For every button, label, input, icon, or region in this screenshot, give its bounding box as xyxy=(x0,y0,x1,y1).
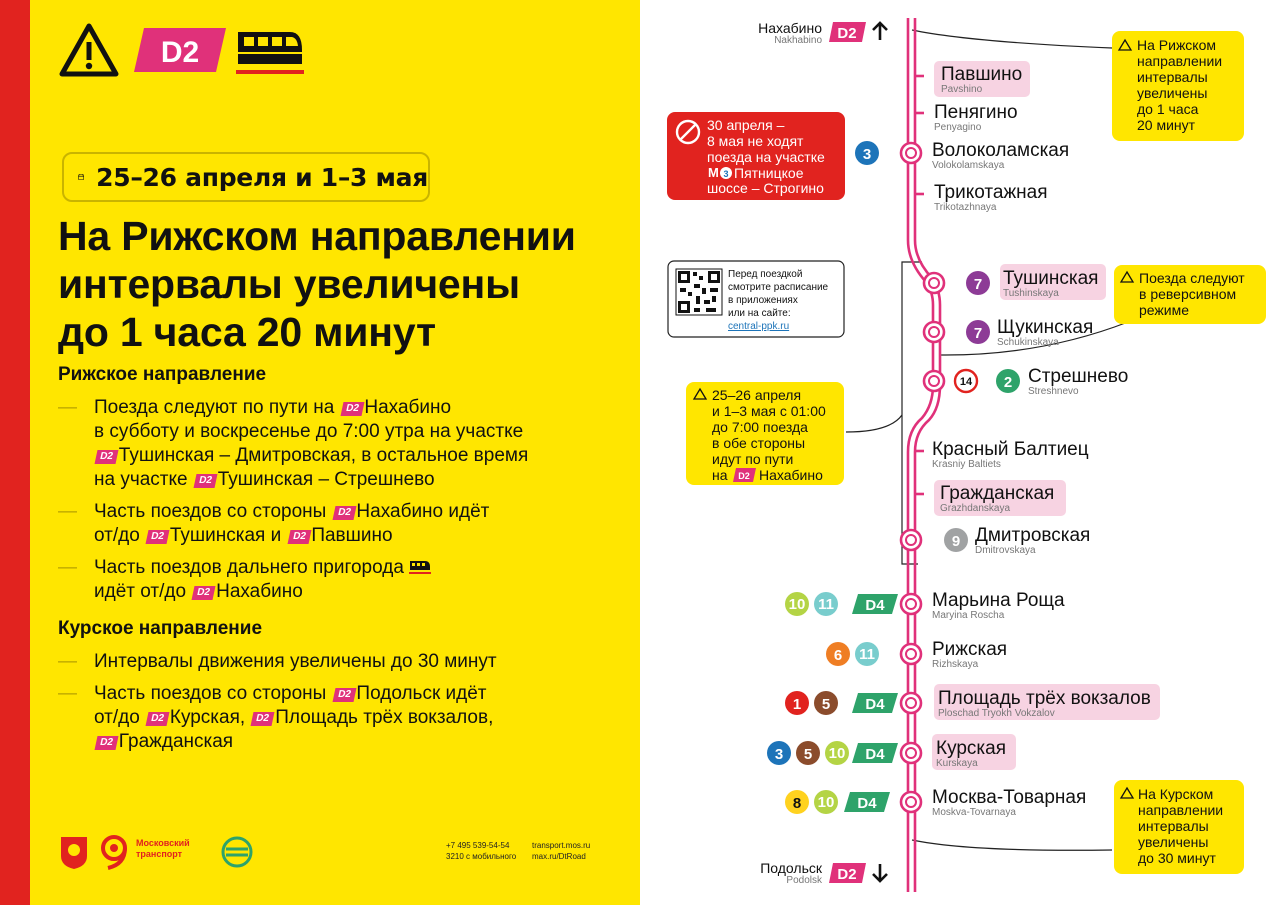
svg-text:7: 7 xyxy=(973,276,983,293)
svg-text:8: 8 xyxy=(792,795,802,812)
d2-badge: D2 xyxy=(192,586,216,600)
svg-text:На Рижском: На Рижском xyxy=(1137,37,1217,53)
svg-text:направлении: направлении xyxy=(1138,802,1224,818)
section-title-rizhskoe: Рижское направление xyxy=(58,364,267,385)
svg-text:Dmitrovskaya: Dmitrovskaya xyxy=(975,545,1036,556)
d2-badge: D2 xyxy=(146,712,170,726)
svg-text:Перед поездкой: Перед поездкой xyxy=(728,269,803,280)
station-krasniy-baltiets[interactable] xyxy=(915,439,1089,470)
svg-text:до 1 часа: до 1 часа xyxy=(1137,101,1199,117)
svg-text:Москва-Товарная: Москва-Товарная xyxy=(932,787,1087,808)
svg-text:8 мая не ходят: 8 мая не ходят xyxy=(707,133,804,149)
station-maryina-roscha[interactable] xyxy=(785,590,1065,621)
svg-text:Schukinskaya: Schukinskaya xyxy=(997,337,1059,348)
phone-info: +7 495 539-54-54 3210 с мобильного xyxy=(446,841,517,861)
svg-text:Tushinskaya: Tushinskaya xyxy=(1003,288,1059,299)
svg-text:Подольск: Подольск xyxy=(760,860,822,876)
svg-text:Trikotazhnaya: Trikotazhnaya xyxy=(934,202,997,213)
kurskoe-list xyxy=(58,650,628,762)
brand-name: Московский транспорт xyxy=(136,838,190,859)
station-penyagino[interactable] xyxy=(915,102,1018,133)
svg-text:На Курском: На Курском xyxy=(1138,786,1214,802)
date-text: 25–26 апреля и 1–3 мая xyxy=(96,162,428,192)
svg-text:D2: D2 xyxy=(160,36,200,69)
svg-text:направлении: направлении xyxy=(1137,53,1223,69)
station-moskva-tovarnaya[interactable] xyxy=(785,787,1086,818)
svg-text:и 1–3 мая с 01:00: и 1–3 мая с 01:00 xyxy=(712,403,826,419)
note-kurskoe-intervals xyxy=(1114,780,1244,874)
svg-text:до 30 минут: до 30 минут xyxy=(1138,850,1216,866)
d2-line-logo xyxy=(134,28,226,72)
d2-badge: D2 xyxy=(287,530,311,544)
svg-text:9: 9 xyxy=(951,533,961,550)
svg-text:10: 10 xyxy=(828,745,846,762)
svg-text:Moskva-Tovarnaya: Moskva-Tovarnaya xyxy=(932,807,1016,818)
svg-text:5: 5 xyxy=(803,746,813,763)
list-item: — Интервалы движения увеличены до 30 минут xyxy=(58,650,628,674)
train-icon xyxy=(236,28,304,76)
title-line-3: до 1 часа 20 минут xyxy=(58,309,436,355)
d2-badge: D2 xyxy=(193,474,217,488)
svg-text:Volokolamskaya: Volokolamskaya xyxy=(932,160,1005,171)
svg-text:Нахабино: Нахабино xyxy=(759,467,823,483)
svg-text:Курская: Курская xyxy=(936,738,1007,759)
svg-text:30 апреля –: 30 апреля – xyxy=(707,117,785,133)
title-line-1: На Рижском направлении xyxy=(58,213,576,259)
svg-text:поезда на участке: поезда на участке xyxy=(707,149,825,165)
station-kurskaya[interactable] xyxy=(767,734,1016,770)
calendar-icon xyxy=(78,163,84,191)
title-line-2: интервалы увеличены xyxy=(58,261,520,307)
metro-icon: M xyxy=(708,165,719,180)
road-link[interactable]: max.ru/DtRoad xyxy=(532,852,586,861)
d2-badge: D2 xyxy=(332,506,356,520)
svg-text:Щукинская: Щукинская xyxy=(997,317,1094,338)
svg-text:6: 6 xyxy=(833,647,843,664)
d2-badge: D2 xyxy=(251,712,275,726)
svg-text:7: 7 xyxy=(973,325,983,342)
date-badge xyxy=(62,152,430,202)
svg-text:Рижская: Рижская xyxy=(932,639,1008,660)
svg-text:Гражданская: Гражданская xyxy=(940,483,1055,504)
schedule-link: central-ppk.ru xyxy=(728,321,790,332)
station-pavshino[interactable] xyxy=(915,61,1030,97)
svg-text:Maryina Roscha: Maryina Roscha xyxy=(932,610,1005,621)
svg-text:Krasniy Baltiets: Krasniy Baltiets xyxy=(932,459,1001,470)
note-night-routing xyxy=(686,382,844,485)
terminal-top xyxy=(758,20,887,46)
footer xyxy=(58,830,618,880)
terminal-bottom xyxy=(760,860,887,886)
station-schukinskaya[interactable] xyxy=(924,317,1093,348)
svg-text:10: 10 xyxy=(788,596,806,613)
station-volokolamskaya[interactable] xyxy=(855,140,1069,171)
d2-badge: D2 xyxy=(146,530,170,544)
station-tushinskaya[interactable] xyxy=(924,264,1106,300)
svg-text:интервалы: интервалы xyxy=(1138,818,1209,834)
svg-text:Penyagino: Penyagino xyxy=(934,122,982,133)
svg-text:режиме: режиме xyxy=(1139,302,1190,318)
svg-text:Pavshino: Pavshino xyxy=(941,84,983,95)
arrow-down-icon xyxy=(873,864,887,881)
svg-text:до 7:00 поезда: до 7:00 поезда xyxy=(712,419,808,435)
svg-text:в обе стороны: в обе стороны xyxy=(712,435,806,451)
svg-text:интервалы: интервалы xyxy=(1137,69,1208,85)
station-ploschad-tryokh-vokzalov[interactable] xyxy=(785,684,1160,720)
svg-text:3: 3 xyxy=(723,169,729,179)
station-dmitrovskaya[interactable] xyxy=(901,525,1090,556)
svg-text:D4: D4 xyxy=(857,795,877,812)
svg-text:Площадь трёх вокзалов: Площадь трёх вокзалов xyxy=(938,688,1151,709)
station-trikotazhnaya[interactable] xyxy=(915,182,1048,213)
svg-text:шоссе – Строгино: шоссе – Строгино xyxy=(707,180,824,196)
svg-text:25–26 апреля: 25–26 апреля xyxy=(712,387,802,403)
list-item: — Поезда следуют по пути на D2 Нахабино в субботу и воскресенье до 7:00 утра на участке D2 Тушинская – Дмитровская, в остальное время на участке D2 Тушинская – Стрешнево xyxy=(58,396,628,492)
note-schedule-qr[interactable] xyxy=(668,261,844,337)
svg-text:10: 10 xyxy=(817,794,835,811)
svg-text:D4: D4 xyxy=(865,746,885,763)
svg-text:20 минут: 20 минут xyxy=(1137,117,1196,133)
svg-text:D2: D2 xyxy=(738,471,750,481)
svg-text:увеличены: увеличены xyxy=(1138,834,1209,850)
moscow-transport-logo-icon xyxy=(98,834,132,870)
svg-text:2: 2 xyxy=(1003,374,1013,391)
note-closure xyxy=(667,112,845,200)
svg-text:Kurskaya: Kurskaya xyxy=(936,758,978,769)
svg-text:11: 11 xyxy=(818,596,834,613)
svg-text:Grazhdanskaya: Grazhdanskaya xyxy=(940,503,1011,514)
svg-text:Ploschad Tryokh Vokzalov: Ploschad Tryokh Vokzalov xyxy=(938,708,1055,719)
section-title-kurskoe: Курское направление xyxy=(58,618,263,639)
svg-text:Стрешнево: Стрешнево xyxy=(1028,366,1129,387)
red-edge-strip xyxy=(0,0,30,905)
svg-text:Дмитровская: Дмитровская xyxy=(975,525,1091,546)
svg-text:Трикотажная: Трикотажная xyxy=(934,182,1048,203)
svg-text:Rizhskaya: Rizhskaya xyxy=(932,659,979,670)
svg-text:увеличены: увеличены xyxy=(1137,85,1208,101)
list-item: — Часть поездов дальнего пригорода идёт от/до D2 Нахабино xyxy=(58,556,628,604)
svg-text:Красный Балтиец: Красный Балтиец xyxy=(932,439,1089,460)
svg-text:D4: D4 xyxy=(865,696,885,713)
list-item: — Часть поездов со стороны D2 Нахабино идёт от/до D2 Тушинская и D2 Павшино xyxy=(58,500,628,548)
railway-logo-icon xyxy=(220,836,254,868)
svg-text:Пенягино: Пенягино xyxy=(934,102,1018,123)
svg-text:Тушинская: Тушинская xyxy=(1003,268,1099,289)
qr-code-icon xyxy=(676,269,722,315)
moscow-coat-of-arms-icon xyxy=(58,834,90,870)
svg-text:3: 3 xyxy=(862,146,872,163)
svg-text:3: 3 xyxy=(774,746,784,763)
station-streshnevo[interactable] xyxy=(924,366,1128,397)
svg-text:Streshnevo: Streshnevo xyxy=(1028,386,1079,397)
suburban-train-icon xyxy=(409,560,431,574)
list-item: — Часть поездов со стороны D2 Подольск идёт от/до D2 Курская, D2 Площадь трёх вокзалов, D2 Гражданская xyxy=(58,682,628,754)
rizhskoe-list xyxy=(58,396,628,612)
svg-text:или на сайте:: или на сайте: xyxy=(728,308,791,319)
svg-text:D2: D2 xyxy=(837,866,857,883)
note-rizhskoe-intervals xyxy=(1112,31,1244,141)
svg-text:D2: D2 xyxy=(837,25,857,42)
svg-text:11: 11 xyxy=(859,646,875,663)
svg-text:смотрите расписание: смотрите расписание xyxy=(728,282,829,293)
svg-text:5: 5 xyxy=(821,696,831,713)
svg-text:Волоколамская: Волоколамская xyxy=(932,140,1070,161)
station-rizhskaya[interactable] xyxy=(826,639,1007,670)
station-grazhdanskaya[interactable] xyxy=(915,480,1066,516)
svg-text:Нахабино: Нахабино xyxy=(758,20,822,36)
note-reverse-mode xyxy=(1114,265,1266,324)
svg-text:D4: D4 xyxy=(865,597,885,614)
d2-badge: D2 xyxy=(95,450,119,464)
svg-text:Пятницкое: Пятницкое xyxy=(734,165,804,181)
svg-text:в реверсивном: в реверсивном xyxy=(1139,286,1237,302)
svg-text:в приложениях: в приложениях xyxy=(728,295,798,306)
d2-badge: D2 xyxy=(332,688,356,702)
svg-text:Поезда следуют: Поезда следуют xyxy=(1139,270,1245,286)
svg-text:идут по пути: идут по пути xyxy=(712,451,794,467)
page-title xyxy=(58,212,628,356)
svg-text:Павшино: Павшино xyxy=(941,64,1023,85)
d2-badge: D2 xyxy=(95,736,119,750)
svg-text:Nakhabino: Nakhabino xyxy=(774,35,822,46)
warning-icon xyxy=(58,22,120,78)
svg-text:Podolsk: Podolsk xyxy=(786,875,822,886)
website-links xyxy=(532,840,590,862)
svg-text:1: 1 xyxy=(792,696,802,713)
svg-text:на: на xyxy=(712,467,728,483)
d2-badge: D2 xyxy=(340,402,364,416)
arrow-up-icon xyxy=(873,23,887,40)
transport-link[interactable]: transport.mos.ru xyxy=(532,841,591,850)
svg-text:Марьина Роща: Марьина Роща xyxy=(932,590,1065,611)
d2-route-map xyxy=(640,0,1280,905)
svg-text:14: 14 xyxy=(959,376,973,388)
